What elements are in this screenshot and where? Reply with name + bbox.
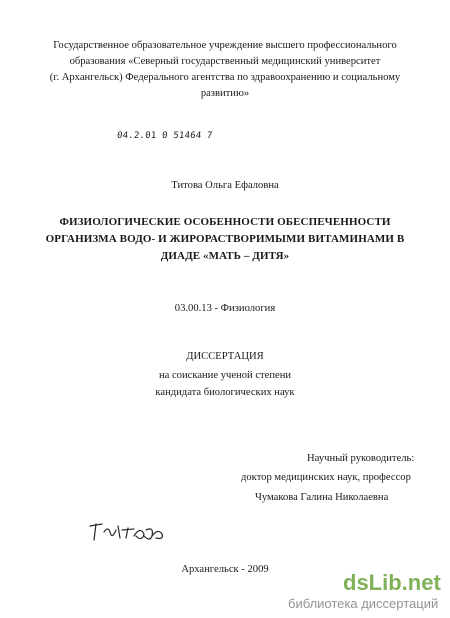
supervisor-label: Научный руководитель:: [307, 453, 415, 464]
institution-line-1: Государственное образовательное учреждение высшего профессионального: [53, 40, 397, 51]
city-year: Архангельск - 2009: [181, 564, 269, 575]
title-line-1: ФИЗИОЛОГИЧЕСКИЕ ОСОБЕННОСТИ ОБЕСПЕЧЕННОСТИ: [59, 216, 391, 228]
degree-line-2: кандидата биологических наук: [155, 387, 295, 398]
handwritten-signature: [88, 514, 168, 549]
document-type: ДИССЕРТАЦИЯ: [186, 351, 264, 362]
supervisor-name: Чумакова Галина Николаевна: [255, 492, 389, 503]
watermark-logo: dsLib.net: [343, 570, 441, 595]
watermark-subtitle: библиотека диссертаций: [288, 596, 439, 611]
institution-line-2: образования «Северный государственный медицинский университет: [69, 56, 381, 67]
registration-stamp: 04.2.01 0 51464 7: [116, 131, 214, 141]
title-line-2: ОРГАНИЗМА ВОДО- И ЖИРОРАСТВОРИМЫМИ ВИТАМИНАМИ В: [45, 233, 405, 245]
degree-line-1: на соискание ученой степени: [158, 370, 292, 381]
title-line-3: ДИАДЕ «МАТЬ – ДИТЯ»: [160, 250, 290, 262]
author-name: Титова Ольга Ефаловна: [171, 180, 279, 191]
supervisor-degree: доктор медицинских наук, профессор: [241, 472, 411, 483]
specialty-code: 03.00.13 - Физиология: [174, 303, 276, 314]
institution-line-4: развитию»: [200, 88, 250, 99]
institution-line-3: (г. Архангельск) Федерального агентства по здравоохранению и социальному: [49, 72, 401, 83]
